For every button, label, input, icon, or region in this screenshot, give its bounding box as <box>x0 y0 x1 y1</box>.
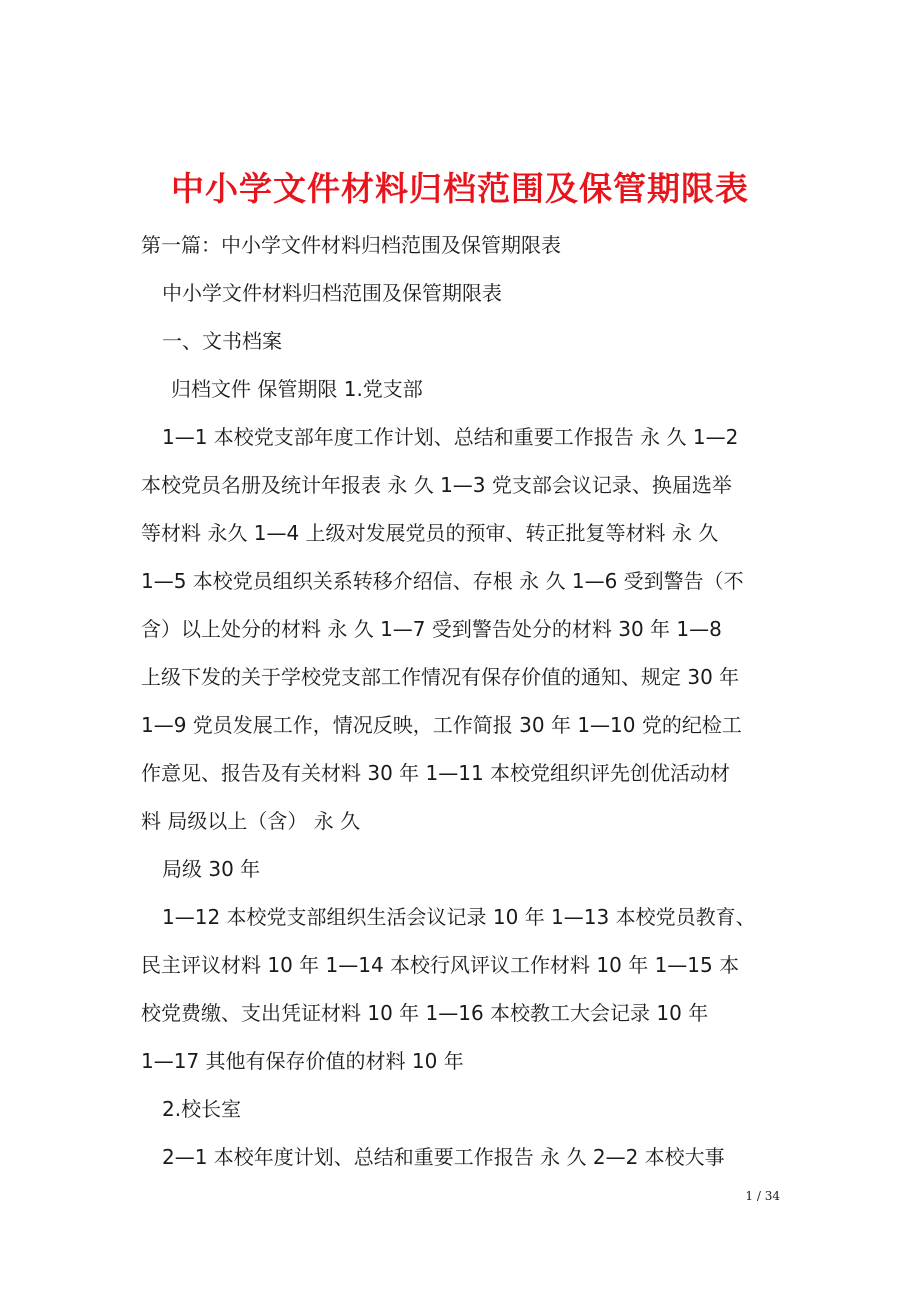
body-line: 本校党员名册及统计年报表 永 久 1—3 党支部会议记录、换届选举 <box>141 473 732 497</box>
page-number: 1 / 34 <box>745 1189 780 1203</box>
body-line: 含）以上处分的材料 永 久 1—7 受到警告处分的材料 30 年 1—8 <box>141 617 722 641</box>
body-line: 上级下发的关于学校党支部工作情况有保存价值的通知、规定 30 年 <box>141 665 740 689</box>
body-line: 校党费缴、支出凭证材料 10 年 1—16 本校教工大会记录 10 年 <box>141 1001 709 1025</box>
body-line: 料 局级以上（含） 永 久 <box>141 809 361 833</box>
body-line: 第一篇：中小学文件材料归档范围及保管期限表 <box>141 233 561 257</box>
body-line: 1—12 本校党支部组织生活会议记录 10 年 1—13 本校党员教育、 <box>162 905 756 929</box>
body-line: 2—1 本校年度计划、总结和重要工作报告 永 久 2—2 本校大事 <box>162 1145 725 1169</box>
body-line: 中小学文件材料归档范围及保管期限表 <box>162 281 502 305</box>
body-line: 等材料 永久 1—4 上级对发展党员的预审、转正批复等材料 永 久 <box>141 521 719 545</box>
body-line: 一、文书档案 <box>162 329 282 353</box>
body-line: 1—5 本校党员组织关系转移介绍信、存根 永 久 1—6 受到警告（不 <box>141 569 744 593</box>
body-line: 2.校长室 <box>162 1097 242 1121</box>
body-line: 局级 30 年 <box>162 857 261 881</box>
body-line: 1—1 本校党支部年度工作计划、总结和重要工作报告 永 久 1—2 <box>162 425 739 449</box>
body-line: 1—17 其他有保存价值的材料 10 年 <box>141 1049 464 1073</box>
body-line: 1—9 党员发展工作，情况反映，工作简报 30 年 1—10 党的纪检工 <box>141 713 742 737</box>
body-line: 归档文件 保管期限 1.党支部 <box>171 377 423 401</box>
document-title: 中小学文件材料归档范围及保管期限表 <box>171 169 749 209</box>
body-line: 民主评议材料 10 年 1—14 本校行风评议工作材料 10 年 1—15 本 <box>141 953 740 977</box>
document-body <box>141 221 801 1181</box>
body-line: 作意见、报告及有关材料 30 年 1—11 本校党组织评先创优活动材 <box>141 761 731 785</box>
